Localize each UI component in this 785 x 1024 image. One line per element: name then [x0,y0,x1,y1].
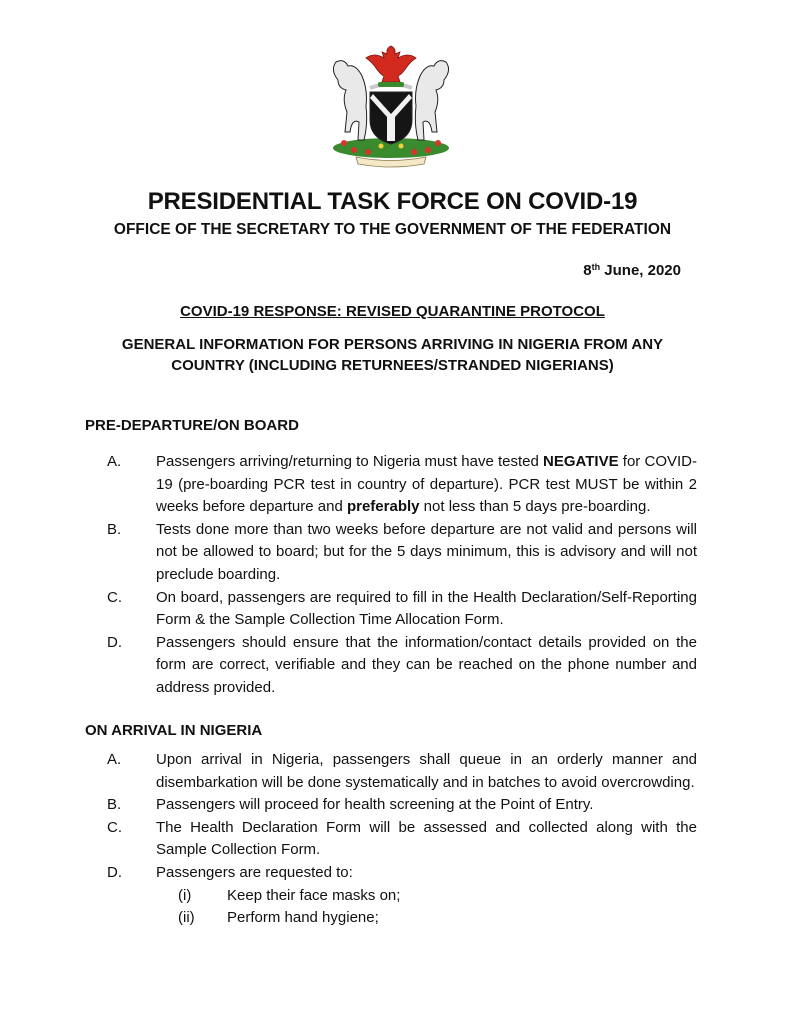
sub-item-numeral: (i) [178,886,192,904]
item-text: Upon arrival in Nigeria, passengers shall queue in an orderly manner and disembarkation will be done systematically and in batches to avoid overcrowding. [156,751,697,791]
item-text [156,451,697,519]
list-item [0,587,785,632]
item-text: Passengers should ensure that the information/contact details provided on the form are correct, verifiable and they can be reached on the phone number and address provided. [156,633,697,696]
item-text-part: Passengers arriving/returning to Nigeria must have tested [156,453,544,470]
list-item [0,749,785,794]
item-letter: B. [107,796,122,814]
item-text-part: for COVID-19 (pre-boarding PCR test in country of departure). PCR test MUST be within 2 weeks before departure and [156,453,697,516]
item-letter: C. [107,588,122,606]
list-item [0,817,785,862]
item-letter: A. [107,453,122,470]
item-text: The Health Declaration Form will be assessed and collected along with the Sample Collection Form. [156,818,697,859]
list-item [0,632,785,700]
list-item [0,862,785,885]
pre-departure-list [0,451,785,700]
list-item [0,451,785,519]
general-info-line-1: GENERAL INFORMATION FOR PERSONS ARRIVING IN NIGERIA FROM ANY [121,336,664,353]
list-item [0,794,785,817]
sub-list-item [0,885,785,908]
date-day: 8 [583,262,592,279]
on-arrival-list [0,749,785,930]
item-text: On board, passengers are required to fill in the Health Declaration/Self-Reporting Form & the Sample Collection Time Allocation Form. [156,588,697,629]
item-letter: D. [107,863,122,881]
item-text: Tests done more than two weeks before departure are not valid and persons will not be allowed to board; but for the 5 days minimum, this is advisory and will not preclude boarding. [156,520,697,583]
item-text-bold: preferably [346,498,420,516]
sub-list-item [0,907,785,930]
sub-item-text: Keep their face masks on; [227,886,401,904]
section-heading-pre-departure: PRE-DEPARTURE/ON BOARD [85,417,299,434]
general-info-line-2: COUNTRY (INCLUDING RETURNEES/STRANDED NIGERIANS) [171,357,614,374]
document-title: PRESIDENTIAL TASK FORCE ON COVID-19 [147,188,638,215]
document-date [583,262,681,279]
protocol-heading: COVID-19 RESPONSE: REVISED QUARANTINE PROTOCOL [180,303,605,320]
item-text-bold: NEGATIVE [543,453,619,470]
item-text: Passengers will proceed for health screening at the Point of Entry. [156,796,594,814]
list-item [0,519,785,587]
sub-item-text: Perform hand hygiene; [227,909,379,927]
general-info-heading [100,334,685,376]
item-letter: D. [107,633,122,651]
section-heading-on-arrival: ON ARRIVAL IN NIGERIA [85,722,263,739]
item-text: Passengers are requested to: [156,863,353,881]
item-text-part: not less than 5 days pre-boarding. [419,498,651,516]
item-letter: A. [107,751,122,768]
coat-of-arms-icon [316,40,466,168]
sub-item-numeral: (ii) [178,909,195,927]
date-suffix: th [591,262,601,272]
office-subtitle: OFFICE OF THE SECRETARY TO THE GOVERNMENT OF THE FEDERATION [113,221,672,238]
item-letter: B. [107,520,122,538]
date-rest: June, 2020 [600,262,681,279]
item-letter: C. [107,818,122,836]
